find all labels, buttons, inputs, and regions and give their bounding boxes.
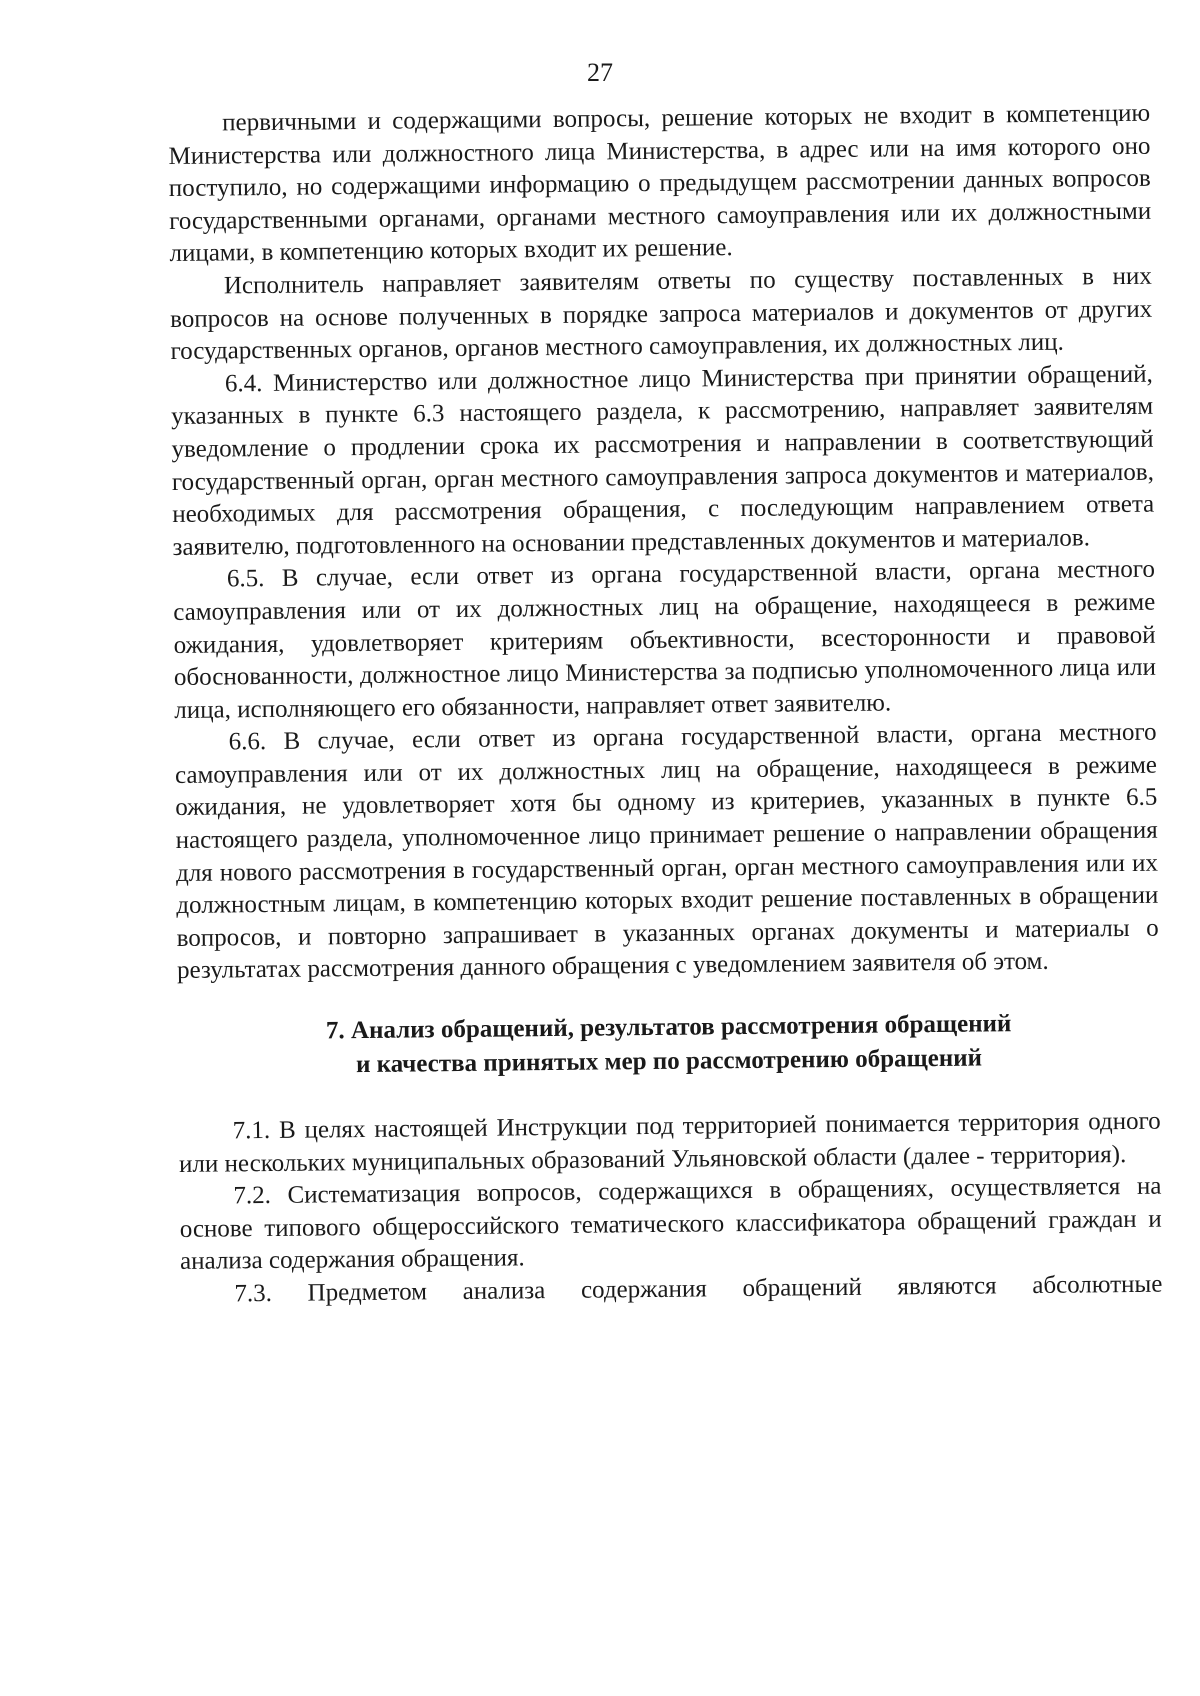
- paragraph-6-4: 6.4. Министерство или должностное лицо Министерства при принятии обращений, указанных в пункте 6.3 настоящего раздела, к рассмотрению, направляет заявителям уведомление о продлении срока их рассмотрения и направлении в соответствующий государственный орган, орган местного самоуправления запроса документов и материалов, необходимых для рассмотрения обращения, с последующим направлением ответа заявителю, подготовленного на основании представленных документов и материалов.: [171, 360, 1155, 561]
- paragraph-7-2: 7.2. Систематизация вопросов, содержащихся в обращениях, осуществляется на основе типового общероссийского тематического классификатора обращений граждан и анализа содержания обращения.: [179, 1172, 1162, 1276]
- paragraph-7-3: 7.3. Предметом анализа содержания обращений являются абсолютные: [234, 1270, 1163, 1308]
- section-heading-line-2: и качества принятых мер по рассмотрению обращений: [355, 1044, 983, 1079]
- paragraph-continuation: первичными и содержащими вопросы, решение которых не входит в компетенцию Министерства или должностного лица Министерства, в адрес или на имя которого оно поступило, но содержащими информацию о предыдущем рассмотрении данных вопросов государственными органами, органами местного самоуправления или их должностными лицами, в компетенцию которых входит их решение.: [168, 99, 1152, 268]
- section-7-heading: [178, 1006, 1161, 1084]
- paragraph-7-1: 7.1. В целях настоящей Инструкции под территорией понимается территория одного или нескольких муниципальных образований Ульяновской области (далее - территория).: [178, 1107, 1161, 1178]
- page-number: 27: [587, 58, 613, 87]
- paragraph-6-5: 6.5. В случае, если ответ из органа государственной власти, органа местного самоуправления или от их должностных лиц на обращение, находящееся в режиме ожидания, удовлетворяет критериям объективности, всесторонности и правовой обоснованности, должностное лицо Министерства за подписью уполномоченного лица или лица, исполняющего его обязанности, направляет ответ заявителю.: [173, 556, 1157, 724]
- document-body: [168, 98, 1163, 1312]
- paragraph-executor-responses: Исполнитель направляет заявителям ответы по существу поставленных в них вопросов на основе полученных в порядке запроса материалов и документов от других государственных органов, органов местного самоуправления, их должностных лиц.: [170, 262, 1153, 366]
- section-heading-line-1: 7. Анализ обращений, результатов рассмотрения обращений: [325, 1010, 1012, 1045]
- paragraph-6-6: 6.6. В случае, если ответ из органа государственной власти, органа местного самоуправления или от их должностных лиц на обращение, находящееся в режиме ожидания, не удовлетворяет хотя бы одному из критериев, указанных в пункте 6.5 настоящего раздела, уполномоченное лицо принимает решение о направлении обращения для нового рассмотрения в государственный орган, орган местного самоуправления или их должностным лицам, в компетенцию которых входит решение поставленных в обращении вопросов, и повторно запрашивает в указанных органах документы и материалы о результатах рассмотрения данного обращения с уведомлением заявителя об этом.: [174, 718, 1159, 985]
